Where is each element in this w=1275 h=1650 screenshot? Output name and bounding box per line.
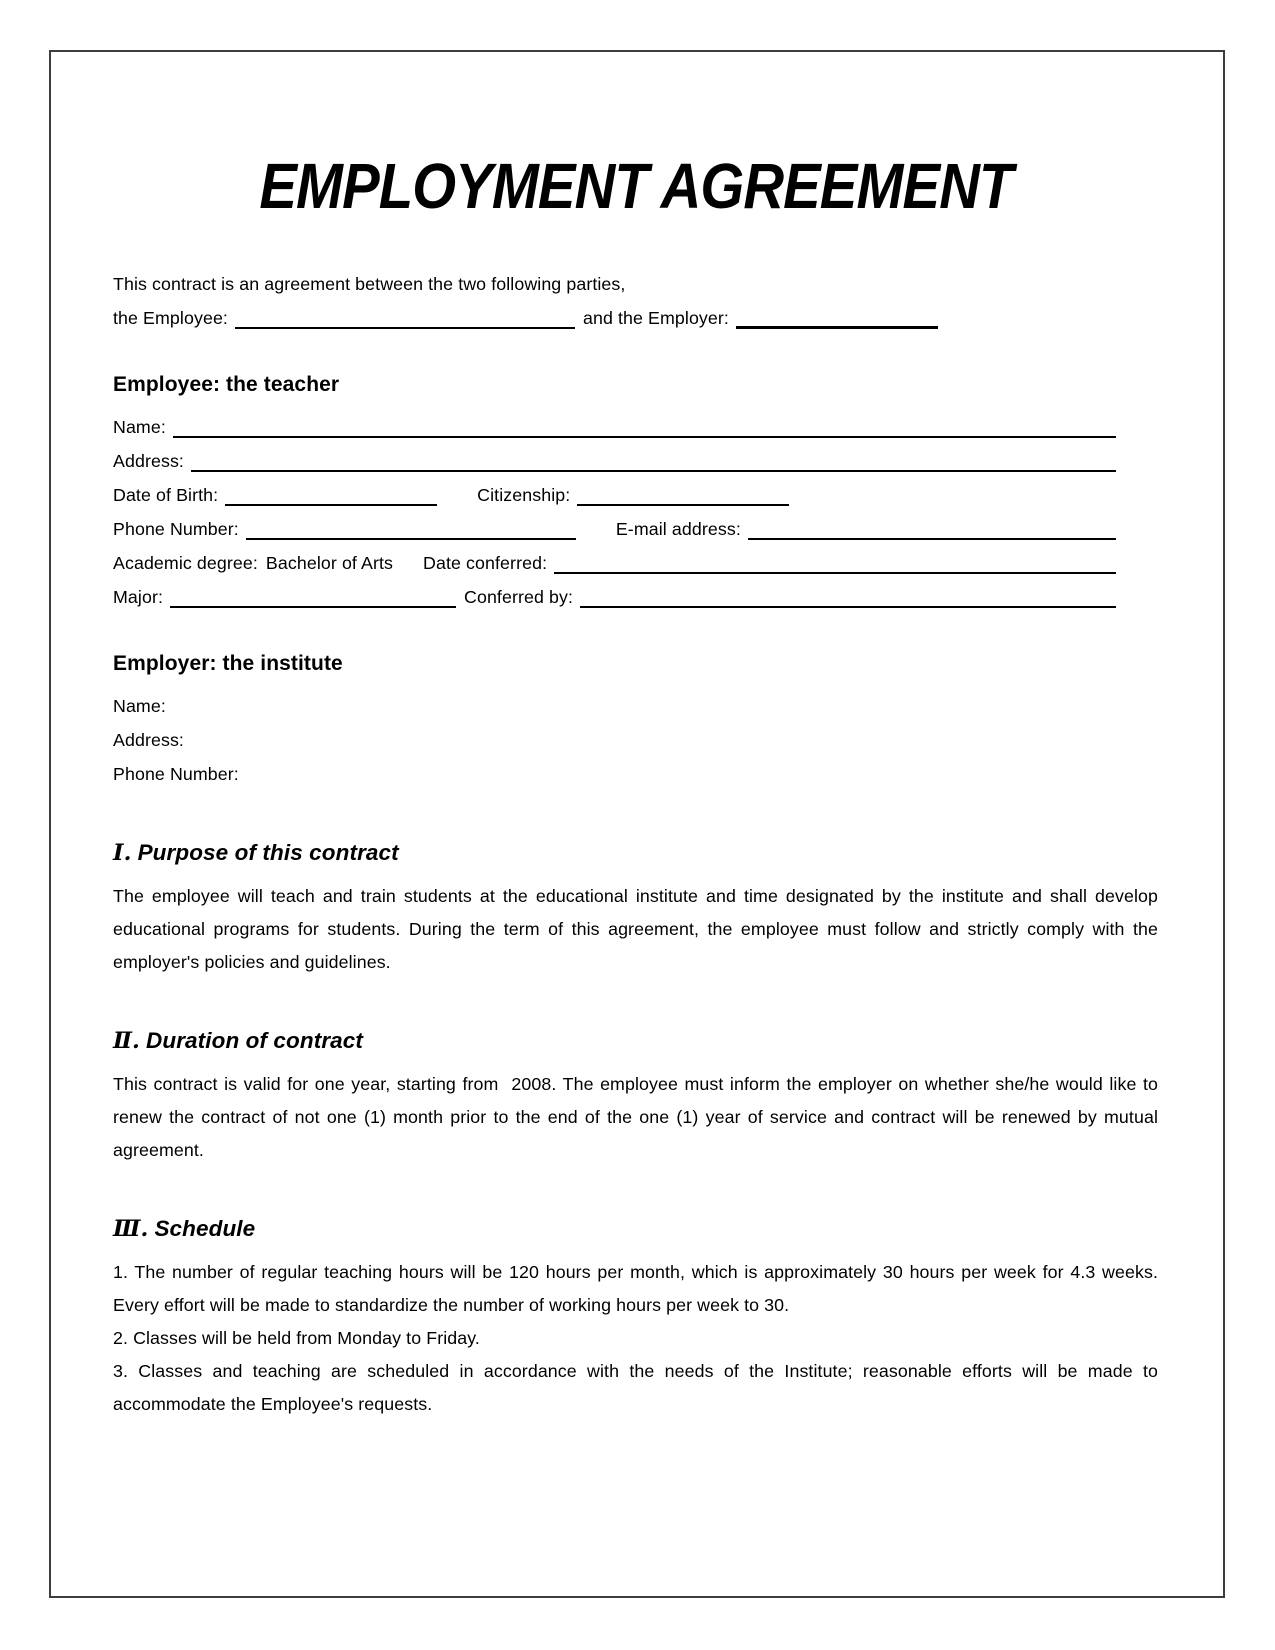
clause-duration-heading xyxy=(113,1026,1158,1056)
employer-party-blank-line xyxy=(736,301,938,329)
schedule-item-2: 2. Classes will be held from Monday to Friday. xyxy=(113,1328,480,1348)
schedule-item-3: 3. Classes and teaching are scheduled in accordance with the needs of the Institute; reasonable efforts will be made to accommodate the Employee's requests. xyxy=(113,1361,1158,1414)
document-title xyxy=(113,150,1158,222)
email-address-blank-line xyxy=(748,512,1116,540)
clause-purpose-title: Purpose of this contract xyxy=(137,840,399,865)
date-conferred-blank-line xyxy=(554,546,1116,574)
date-of-birth-blank-line xyxy=(225,478,437,506)
intro-parties-row xyxy=(113,301,1158,335)
employee-section-heading: Employee: the teacher xyxy=(113,373,340,396)
address-blank-line xyxy=(191,444,1116,472)
clause-duration-numeral: Ⅱ. xyxy=(113,1028,140,1054)
conferred-by-blank-line xyxy=(580,580,1116,608)
employee-degree-row xyxy=(113,546,1158,580)
major-blank-line xyxy=(170,580,456,608)
employee-party-blank-line xyxy=(235,301,575,329)
academic-degree-value: Bachelor of Arts xyxy=(265,553,394,573)
employee-dob-citizenship-row xyxy=(113,478,1158,512)
page-border-frame xyxy=(49,50,1225,1598)
clause-purpose xyxy=(113,838,1158,979)
conferred-by-label: Conferred by: xyxy=(464,587,574,607)
citizenship-label: Citizenship: xyxy=(477,485,571,505)
document-title-text: EMPLOYMENT AGREEMENT xyxy=(258,150,1013,222)
academic-degree-label: Academic degree: xyxy=(113,553,258,573)
intro-lead-text: This contract is an agreement between the two following parties, xyxy=(113,274,626,294)
clause-schedule-title: Schedule xyxy=(154,1216,256,1241)
clause-duration-title: Duration of contract xyxy=(146,1028,364,1053)
address-label: Address: xyxy=(113,451,184,471)
name-blank-line xyxy=(173,410,1116,438)
citizenship-blank-line xyxy=(577,478,789,506)
email-address-label: E-mail address: xyxy=(615,519,741,539)
employer-section-heading: Employer: the institute xyxy=(113,652,343,675)
clause-purpose-numeral: Ⅰ. xyxy=(113,840,132,866)
employer-name-label: Name: xyxy=(113,696,166,716)
clause-duration-body: This contract is valid for one year, starting from 2008. The employee must inform the employer on whether she/he would like to renew the contract of not one (1) month prior to the end of the one (1) year of service and contract will be renewed by mutual agreement. xyxy=(113,1074,1158,1160)
schedule-item-1: 1. The number of regular teaching hours will be 120 hours per month, which is approximately 30 hours per week for 4.3 weeks. Every effort will be made to standardize the number of working hours per week to 30. xyxy=(113,1262,1158,1315)
employer-party-label: and the Employer: xyxy=(582,308,729,328)
phone-number-label: Phone Number: xyxy=(113,519,239,539)
clause-duration xyxy=(113,1026,1158,1167)
clause-schedule-numeral: Ⅲ. xyxy=(113,1216,149,1242)
employer-phone-label: Phone Number: xyxy=(113,764,239,784)
major-label: Major: xyxy=(113,587,164,607)
employer-address-label: Address: xyxy=(113,730,184,750)
employee-party-label: the Employee: xyxy=(113,308,228,328)
employee-name-row xyxy=(113,410,1158,444)
clause-schedule xyxy=(113,1214,1158,1421)
employee-major-row xyxy=(113,580,1158,614)
clause-purpose-heading xyxy=(113,838,1158,868)
employee-phone-email-row xyxy=(113,512,1158,546)
name-label: Name: xyxy=(113,417,166,437)
clause-schedule-heading xyxy=(113,1214,1158,1244)
phone-number-blank-line xyxy=(246,512,576,540)
date-conferred-label: Date conferred: xyxy=(423,553,548,573)
clause-purpose-body: The employee will teach and train students at the educational institute and time designated by the institute and shall develop educational programs for students. During the term of this agreement, the employee must follow and strictly comply with the employer's policies and guidelines. xyxy=(113,886,1158,972)
date-of-birth-label: Date of Birth: xyxy=(113,485,219,505)
employee-address-row xyxy=(113,444,1158,478)
